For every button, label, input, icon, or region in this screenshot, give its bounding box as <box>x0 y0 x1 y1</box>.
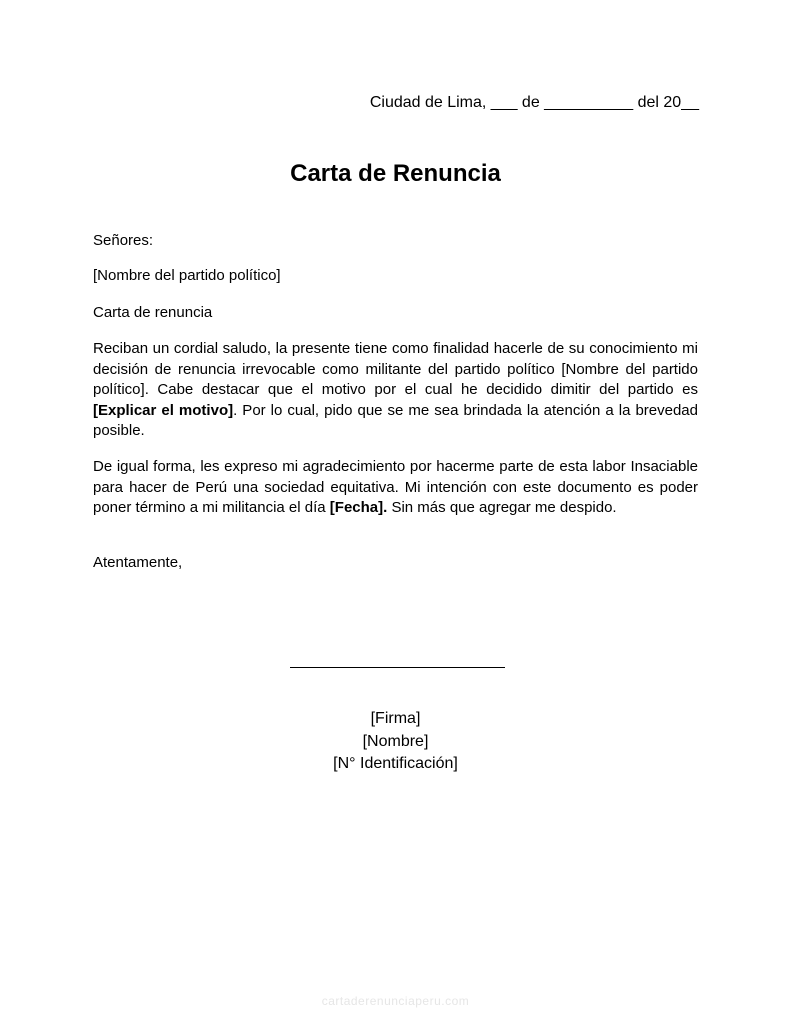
watermark: cartaderenunciaperu.com <box>321 994 470 1008</box>
signature-block <box>0 708 791 776</box>
place-date-line: Ciudad de Lima, ___ de __________ del 20__ <box>369 94 699 111</box>
letter-title: Carta de Renuncia <box>290 160 501 187</box>
signature-nombre: [Nombre] <box>362 732 429 750</box>
paragraph-intro-part1: Reciban un cordial saludo, la presente tiene como finalidad hacerle de su conocimiento mi decisión de renuncia irrevocable como militante del partido político [Nombre del partido político]. Cabe destacar que el motivo por el cual he decidido dimitir del partido es <box>93 340 698 398</box>
salutation: Señores: <box>93 232 154 249</box>
closing: Atentamente, <box>93 554 183 571</box>
signature-line <box>290 667 505 668</box>
subject-line: Carta de renuncia <box>93 304 213 321</box>
paragraph-thanks <box>93 457 698 519</box>
date-placeholder: [Fecha]. <box>329 499 388 516</box>
paragraph-thanks-part1: De igual forma, les expreso mi agradecimiento por hacerme parte de esta labor Insaciable para hacer de Perú una sociedad equitativa. Mi intención con este documento es poder poner término a mi militancia el día <box>93 458 698 516</box>
paragraph-intro <box>93 339 698 442</box>
paragraph-intro-text <box>93 339 698 442</box>
reason-placeholder: [Explicar el motivo] <box>93 401 234 419</box>
signature-firma: [Firma] <box>370 710 421 727</box>
paragraph-intro-part2: . Por lo cual, pido que se me sea brindada la atención a la brevedad posible. <box>93 401 698 439</box>
recipient-party: [Nombre del partido político] <box>93 267 281 284</box>
signature-identificacion: [N° Identificación] <box>333 755 458 772</box>
paragraph-thanks-text <box>93 457 698 519</box>
paragraph-thanks-part2: Sin más que agregar me despido. <box>387 499 617 516</box>
